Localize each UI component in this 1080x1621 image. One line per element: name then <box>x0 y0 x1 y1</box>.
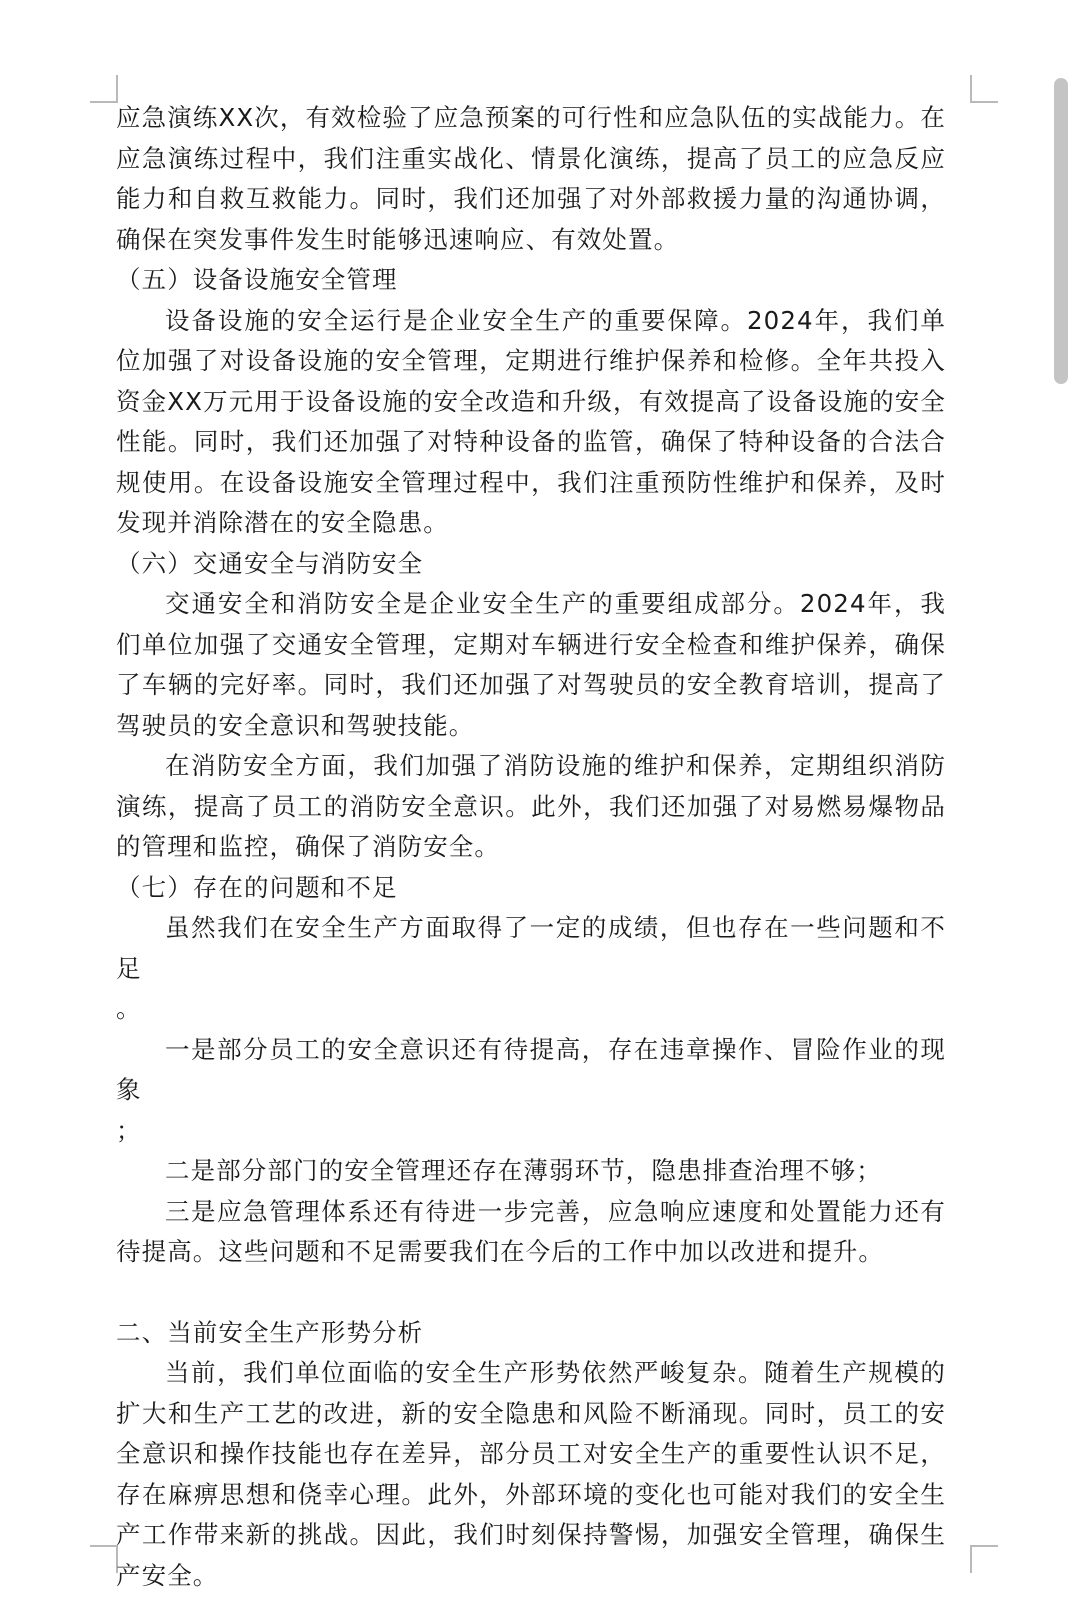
paragraph-emergency-drill: 应急演练XX次，有效检验了应急预案的可行性和应急队伍的实战能力。在应急演练过程中，我们注重实战化、情景化演练，提高了员工的应急反应能力和自救互救能力。同时，我们还加强了对外部救援力量的沟通协调，确保在突发事件发生时能够迅速响应、有效处置。 <box>116 103 946 254</box>
page-corner-mark-top-left <box>90 75 118 103</box>
paragraph-problem-one-tail: ； <box>116 1115 142 1145</box>
vertical-scrollbar-thumb[interactable] <box>1054 78 1068 384</box>
page-corner-mark-bottom-left <box>90 1545 118 1573</box>
page-corner-mark-bottom-right <box>970 1545 998 1573</box>
paragraph-problem-one: 一是部分员工的安全意识还有待提高，存在违章操作、冒险作业的现象 <box>116 1034 946 1104</box>
paragraph-problem-three: 三是应急管理体系还有待进一步完善，应急响应速度和处置能力还有待提高。这些问题和不足需要我们在今后的工作中加以改进和提升。 <box>116 1196 946 1266</box>
subheading-problems: （七）存在的问题和不足 <box>116 872 398 902</box>
blank-line <box>116 1273 946 1313</box>
paragraph-fire-safety: 在消防安全方面，我们加强了消防设施的维护和保养，定期组织消防演练，提高了员工的消防安全意识。此外，我们还加强了对易燃易爆物品的管理和监控，确保了消防安全。 <box>116 751 946 861</box>
subheading-equipment-safety: （五）设备设施安全管理 <box>116 265 398 294</box>
subheading-traffic-fire-safety: （六）交通安全与消防安全 <box>116 548 424 578</box>
paragraph-problems-intro: 虽然我们在安全生产方面取得了一定的成绩，但也存在一些问题和不足 <box>116 913 946 983</box>
paragraph-traffic-safety: 交通安全和消防安全是企业安全生产的重要组成部分。2024年，我们单位加强了交通安全管理，定期对车辆进行安全检查和维护保养，确保了车辆的完好率。同时，我们还加强了对驾驶员的安全教育培训，提高了驾驶员的安全意识和驾驶技能。 <box>116 589 946 740</box>
paragraph-situation-analysis: 当前，我们单位面临的安全生产形势依然严峻复杂。随着生产规模的扩大和生产工艺的改进，新的安全隐患和风险不断涌现。同时，员工的安全意识和操作技能也存在差异，部分员工对安全生产的重要性认识不足，存在麻痹思想和侥幸心理。此外，外部环境的变化也可能对我们的安全生产工作带来新的挑战。因此，我们时刻保持警惕，加强安全管理，确保生产安全。 <box>116 1358 946 1590</box>
section-heading-situation-analysis: 二、当前安全生产形势分析 <box>116 1317 424 1347</box>
paragraph-problems-intro-tail: 。 <box>116 994 142 1023</box>
page-corner-mark-top-right <box>970 75 998 103</box>
document-body[interactable] <box>116 98 946 1596</box>
paragraph-problem-two: 二是部分部门的安全管理还存在薄弱环节，隐患排查治理不够； <box>165 1156 882 1185</box>
paragraph-equipment-safety: 设备设施的安全运行是企业安全生产的重要保障。2024年，我们单位加强了对设备设施的安全管理，定期进行维护保养和检修。全年共投入资金XX万元用于设备设施的安全改造和升级，有效提高了设备设施的安全性能。同时，我们还加强了对特种设备的监管，确保了特种设备的合法合规使用。在设备设施安全管理过程中，我们注重预防性维护和保养，及时发现并消除潜在的安全隐患。 <box>116 305 946 537</box>
